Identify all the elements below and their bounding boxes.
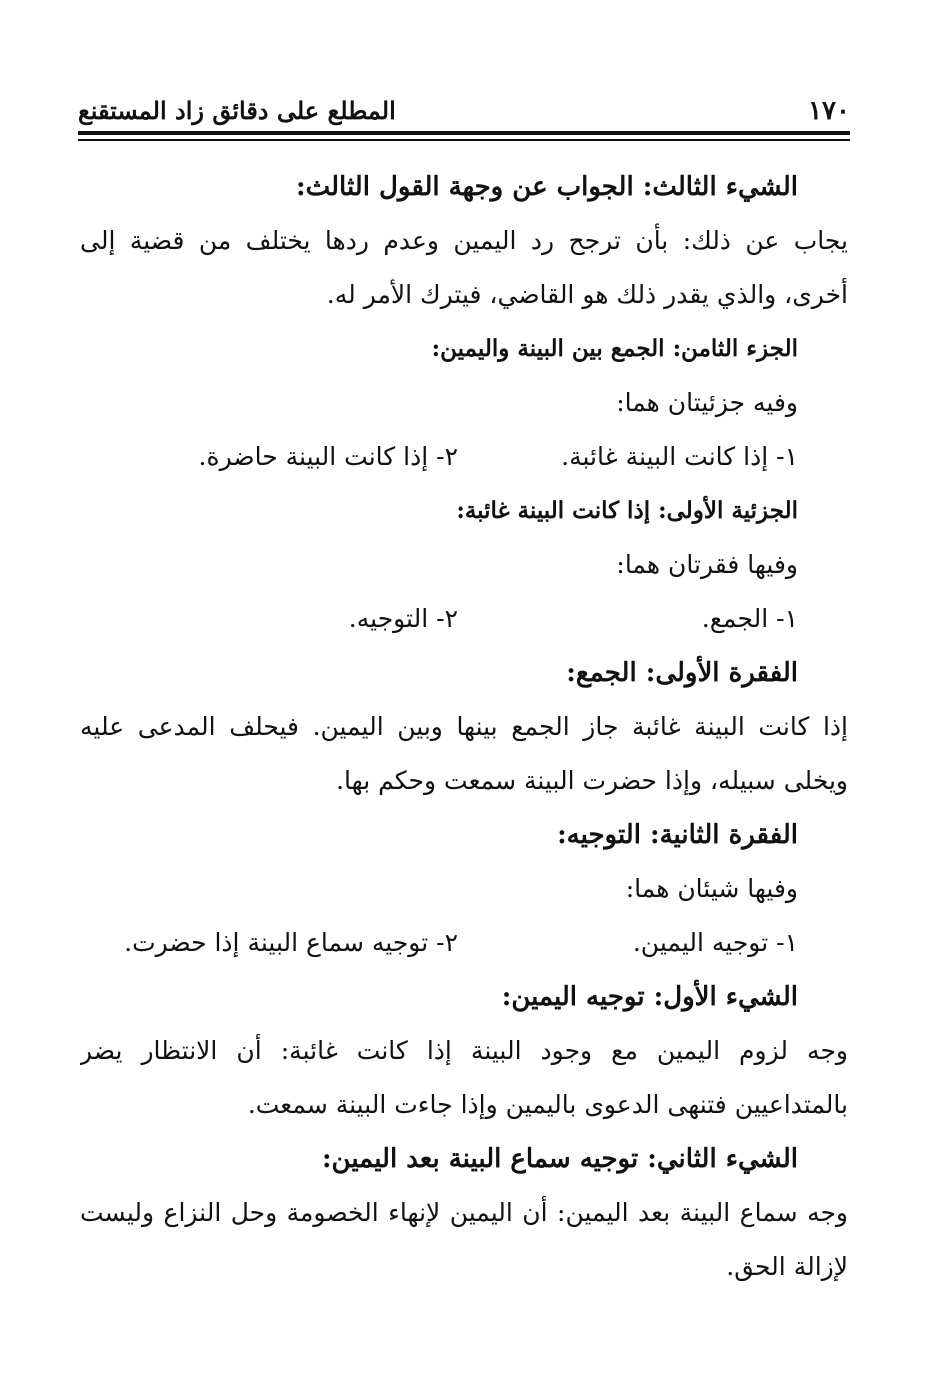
paragraph-line: وجه سماع البينة بعد اليمين: أن اليمين لإنهاء الخصومة وحل النزاع وليست bbox=[80, 1198, 848, 1227]
page-number: ١٧٠ bbox=[808, 96, 850, 126]
list-item: ٢- توجيه سماع البينة إذا حضرت. bbox=[124, 928, 458, 957]
section-heading: الفقرة الثانية: التوجيه: bbox=[557, 820, 798, 850]
paragraph-line: بالمتداعيين فتنهى الدعوى باليمين وإذا جاءت البينة سمعت. bbox=[247, 1090, 848, 1119]
section-heading: الجزئية الأولى: إذا كانت البينة غائبة: bbox=[456, 497, 798, 524]
paragraph-line: إذا كانت البينة غائبة جاز الجمع بينها وبين اليمين. فيحلف المدعى عليه bbox=[80, 712, 848, 741]
list-item: ١- إذا كانت البينة غائبة. bbox=[561, 442, 798, 471]
header-rule-thin bbox=[78, 139, 850, 141]
paragraph-line: أخرى، والذي يقدر ذلك هو القاضي، فيترك الأمر له. bbox=[326, 280, 848, 309]
list-item: ٢- التوجيه. bbox=[348, 604, 458, 633]
paragraph-line: يجاب عن ذلك: بأن ترجح رد اليمين وعدم ردها يختلف من قضية إلى bbox=[80, 226, 848, 255]
enumerated-pair bbox=[80, 430, 798, 484]
page-header bbox=[78, 92, 850, 132]
paragraph-line: وجه لزوم اليمين مع وجود البينة إذا كانت غائبة: أن الانتظار يضر bbox=[80, 1036, 848, 1065]
section-heading: الشيء الثالث: الجواب عن وجهة القول الثالث: bbox=[295, 172, 798, 202]
list-item: ١- توجيه اليمين. bbox=[632, 928, 798, 957]
section-heading: الشيء الثاني: توجيه سماع البينة بعد اليمين: bbox=[321, 1144, 798, 1174]
section-heading: الفقرة الأولى: الجمع: bbox=[566, 658, 798, 688]
header-rule-thick bbox=[78, 131, 850, 135]
paragraph-line: ويخلى سبيله، وإذا حضرت البينة سمعت وحكم بها. bbox=[336, 766, 848, 795]
list-item: ٢- إذا كانت البينة حاضرة. bbox=[198, 442, 458, 471]
section-heading: الجزء الثامن: الجمع بين البينة واليمين: bbox=[431, 335, 798, 362]
paragraph-line: وفيها فقرتان هما: bbox=[616, 550, 798, 579]
paragraph-line: وفيها شيئان هما: bbox=[625, 874, 798, 903]
enumerated-pair bbox=[80, 592, 798, 646]
book-title: المطلع على دقائق زاد المستقنع bbox=[78, 96, 396, 125]
paragraph-line: لإزالة الحق. bbox=[726, 1252, 848, 1281]
page-body bbox=[80, 160, 848, 1294]
section-heading: الشيء الأول: توجيه اليمين: bbox=[501, 982, 798, 1012]
list-item: ١- الجمع. bbox=[701, 604, 798, 633]
paragraph-line: وفيه جزئيتان هما: bbox=[616, 388, 798, 417]
enumerated-pair bbox=[80, 916, 798, 970]
